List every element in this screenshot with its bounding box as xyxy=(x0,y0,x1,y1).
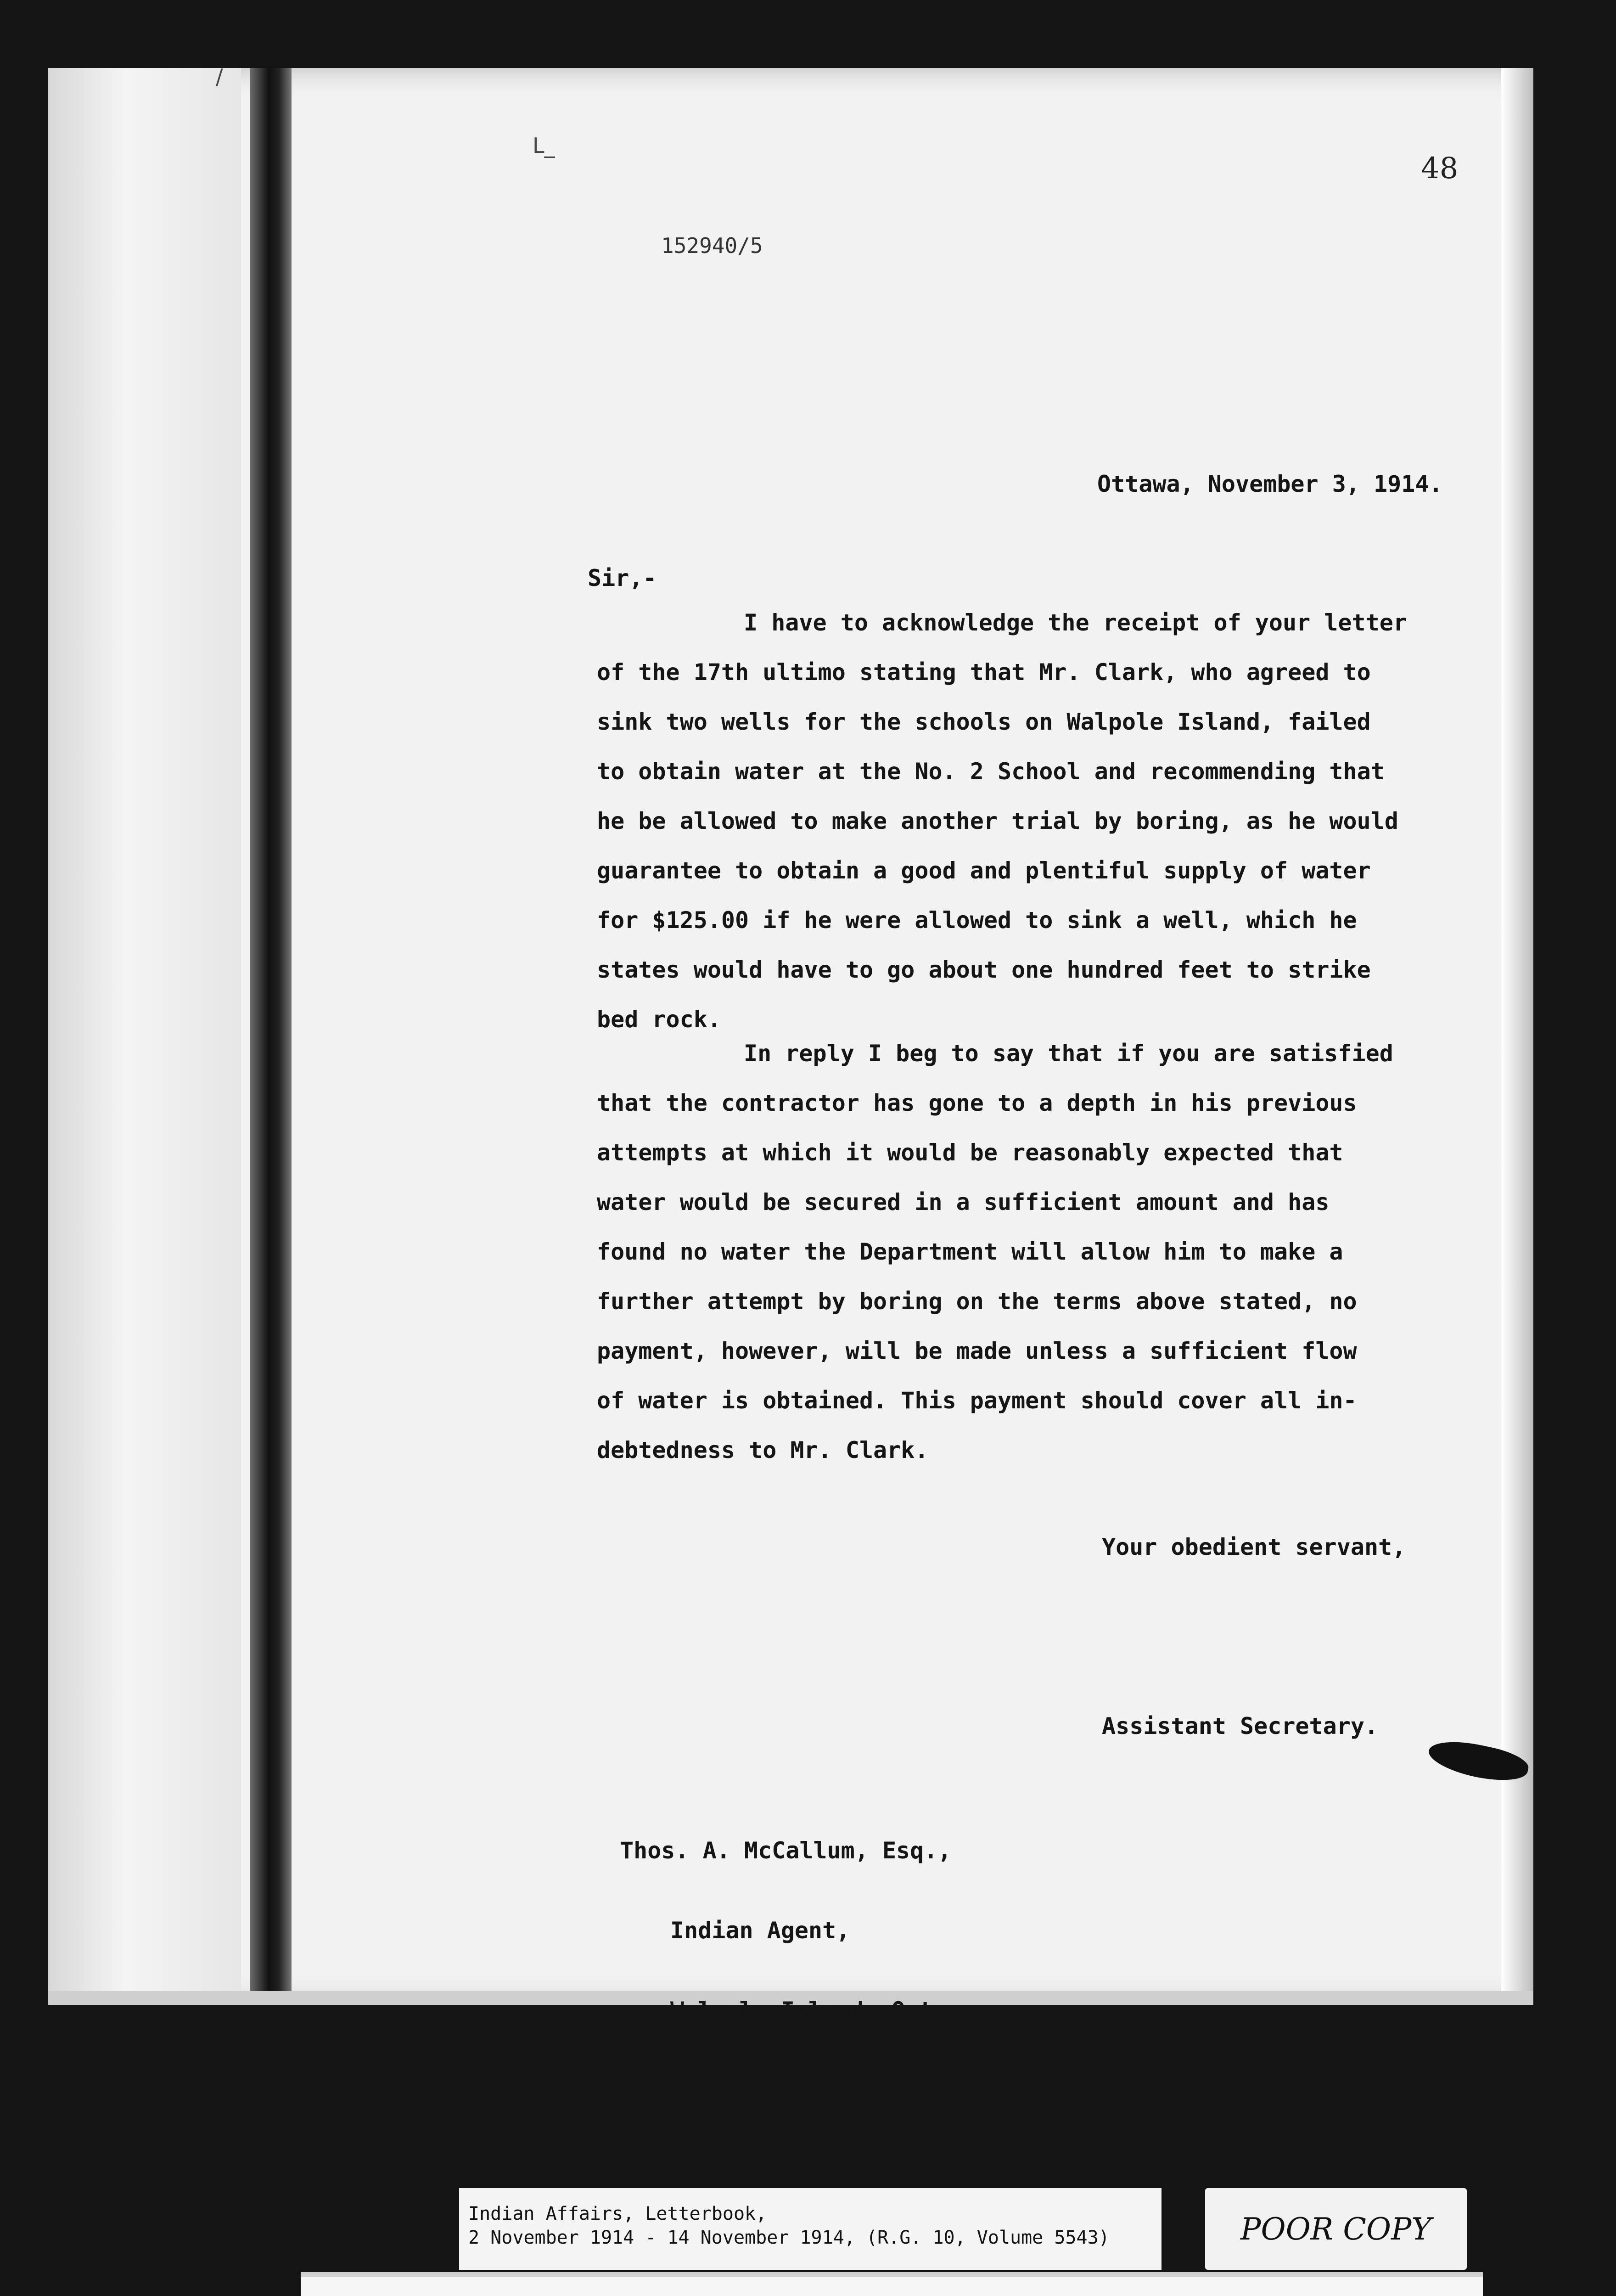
paragraph-line: payment, however, will be made unless a sufficient flow xyxy=(597,1338,1357,1364)
catalog-label xyxy=(459,2188,1162,2270)
paragraph-line: water would be secured in a sufficient amount and has xyxy=(597,1189,1330,1216)
signature-title: Assistant Secretary. xyxy=(1102,1713,1379,1739)
paragraph-line: of water is obtained. This payment should cover all in- xyxy=(597,1387,1357,1414)
paragraph-line: that the contractor has gone to a depth in his previous xyxy=(597,1090,1357,1116)
paragraph-line: I have to acknowledge the receipt of your letter xyxy=(744,609,1407,636)
paragraph-line: guarantee to obtain a good and plentiful supply of water xyxy=(597,857,1371,884)
addressee-line: Indian Agent, xyxy=(670,1917,850,1944)
addressee-block xyxy=(620,1784,951,2050)
file-reference: 152940/5 xyxy=(661,233,763,258)
page-number: 48 xyxy=(1421,152,1459,186)
paragraph-line: to obtain water at the No. 2 School and recommending that xyxy=(597,758,1385,785)
page-left-fold xyxy=(48,68,241,2005)
paragraph-line: for $125.00 if he were allowed to sink a well, which he xyxy=(597,907,1357,934)
paragraph-line: of the 17th ultimo stating that Mr. Clark, who agreed to xyxy=(597,659,1371,686)
paragraph-line: found no water the Department will allow him to make a xyxy=(597,1238,1343,1265)
paragraph-line: further attempt by boring on the terms above stated, no xyxy=(597,1288,1357,1315)
stray-pencil-mark-icon: / xyxy=(216,64,223,89)
letter-paragraph-1 xyxy=(597,598,1451,1044)
quality-note: POOR COPY xyxy=(1205,2188,1467,2270)
paragraph-line: In reply I beg to say that if you are satisfied xyxy=(744,1040,1393,1067)
paragraph-line: debtedness to Mr. Clark. xyxy=(597,1437,929,1463)
letter-paragraph-2 xyxy=(597,1029,1451,1475)
page-right-edge xyxy=(1501,68,1533,2005)
catalog-line: 2 November 1914 - 14 November 1914, (R.G. 10, Volume 5543) xyxy=(468,2227,1110,2248)
letter-date: Ottawa, November 3, 1914. xyxy=(1097,471,1443,497)
letter-salutation: Sir,- xyxy=(588,565,657,591)
paragraph-line: attempts at which it would be reasonably expected that xyxy=(597,1139,1343,1166)
archive-stamp-card xyxy=(301,2272,1483,2296)
addressee-line: Thos. A. McCallum, Esq., xyxy=(620,1837,952,1864)
letter-closing: Your obedient servant, xyxy=(1102,1534,1406,1560)
stray-pencil-mark-icon: L_ xyxy=(533,133,555,158)
paragraph-line: sink two wells for the schools on Walpole Island, failed xyxy=(597,709,1371,735)
addressee-line: Walpole Island, Ont. xyxy=(670,1997,947,2024)
page-binding-shadow xyxy=(250,68,292,2005)
paragraph-line: bed rock. xyxy=(597,1006,721,1033)
catalog-line: Indian Affairs, Letterbook, xyxy=(468,2203,767,2224)
paragraph-line: he be allowed to make another trial by boring, as he would xyxy=(597,808,1398,834)
paragraph-line: states would have to go about one hundred feet to strike xyxy=(597,957,1371,983)
